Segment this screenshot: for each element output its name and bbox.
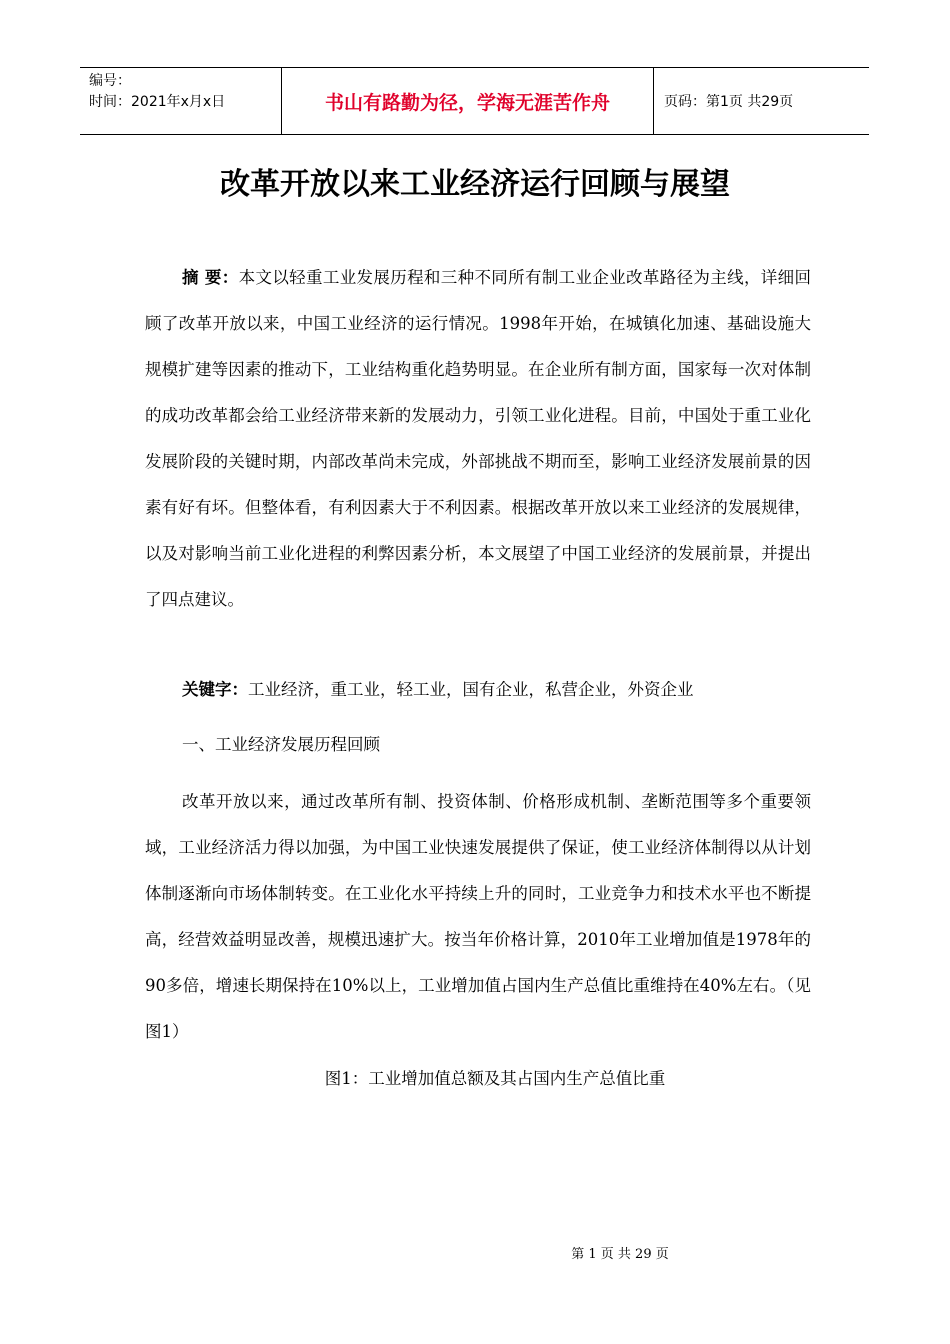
keywords-label: 关键字：: [182, 680, 248, 699]
header-meta: [80, 68, 281, 134]
abstract-paragraph: [145, 255, 811, 623]
figure-caption: 图1：工业增加值总额及其占国内生产总值比重: [324, 1069, 666, 1088]
document-header: [80, 67, 869, 135]
abstract-text: 本文以轻重工业发展历程和三种不同所有制工业企业改革路径为主线，详细回顾了改革开放以来，中国工业经济的运行情况。1998年开始，在城镇化加速、基础设施大规模扩建等因素的推动下，工业结构重化趋势明显。在企业所有制方面，国家每一次对体制的成功改革都会给工业经济带来新的发展动力，引领工业化进程。目前，中国处于重工业化发展阶段的关键时期，内部改革尚未完成，外部挑战不期而至，影响工业经济发展前景的因素有好有坏。但整体看，有利因素大于不利因素。根据改革开放以来工业经济的发展规律，以及对影响当前工业化进程的利弊因素分析，本文展望了中国工业经济的发展前景，并提出了四点建议。: [145, 268, 811, 609]
page-footer: 第 1 页 共 29 页: [571, 1247, 669, 1262]
body-paragraph: 改革开放以来，通过改革所有制、投资体制、价格形成机制、垄断范围等多个重要领域，工业经济活力得以加强，为中国工业快速发展提供了保证，使工业经济体制得以从计划体制逐渐向市场体制转变。在工业化水平持续上升的同时，工业竞争力和技术水平也不断提高，经营效益明显改善，规模迅速扩大。按当年价格计算，2010年工业增加值是1978年的90多倍，增速长期保持在10%以上，工业增加值占国内生产总值比重维持在40%左右。（见图1）: [145, 792, 811, 1041]
header-number-label: 编号：: [89, 73, 131, 89]
keywords-paragraph: [145, 667, 811, 713]
header-motto: 书山有路勤为径，学海无涯苦作舟: [281, 68, 654, 134]
abstract-label: 摘 要：: [182, 268, 239, 287]
document-title: 改革开放以来工业经济运行回顾与展望: [220, 167, 730, 202]
header-page-info: 页码：第1页 共29页: [664, 94, 794, 110]
keywords-text: 工业经济，重工业，轻工业，国有企业，私营企业，外资企业: [248, 680, 694, 699]
section-heading: 一、工业经济发展历程回顾: [182, 735, 380, 754]
header-time-label: 时间：2021年x月x日: [89, 94, 226, 110]
